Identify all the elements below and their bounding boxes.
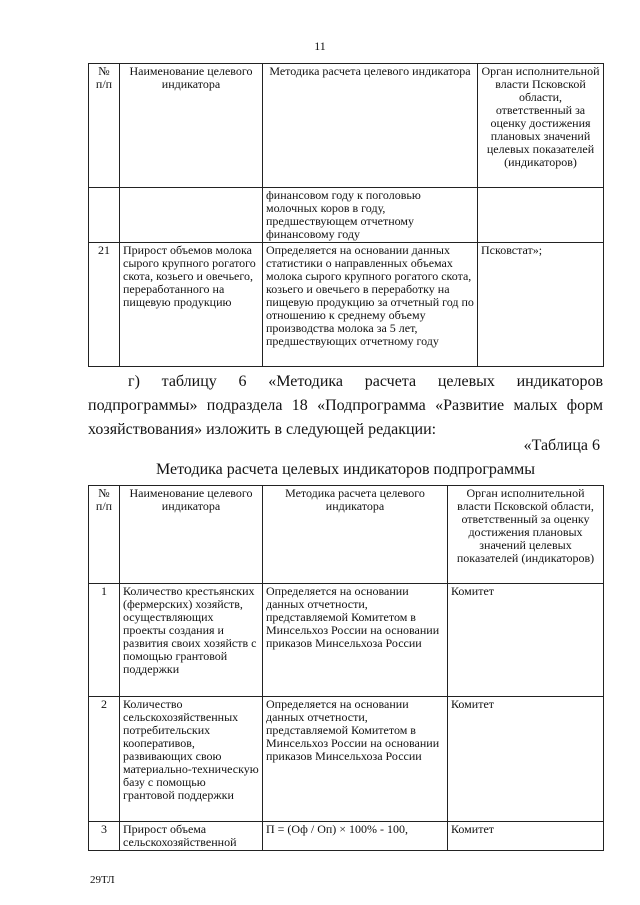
cell-indicator-name: Количество крестьянских (фермерских) хозяйств, осуществляющих проекты создания и развития своих хозяйств с помощью грантовой поддержки xyxy=(120,584,263,697)
cell-method: Определяется на основании данных отчетности, представляемой Комитетом в Минсельхоз России на основании приказов Минсельхоза России xyxy=(263,584,448,697)
cell-method: финансовом году к поголовью молочных коров в году, предшествующем отчетному финансовому году xyxy=(263,188,478,243)
table-row xyxy=(89,188,604,243)
table-label: «Таблица 6 xyxy=(523,437,600,454)
indicator-table-6 xyxy=(88,485,604,851)
table-row xyxy=(89,243,604,367)
page-number: 11 xyxy=(314,39,326,53)
header-indicator-name: Наименование целевого индикатора xyxy=(120,64,263,188)
indicator-table-continued xyxy=(88,63,604,367)
cell-authority xyxy=(478,188,604,243)
cell-indicator-name xyxy=(120,188,263,243)
table-row xyxy=(89,584,604,697)
table-header-row xyxy=(89,64,604,188)
header-number: № п/п xyxy=(89,64,120,188)
cell-number: 1 xyxy=(89,584,120,697)
cell-authority: Псковстат»; xyxy=(478,243,604,367)
cell-authority: Комитет xyxy=(448,697,604,822)
cell-indicator-name: Количество сельскохозяйственных потребительских кооперативов, развивающих свою материально-техническую базу с помощью грантовой поддержки xyxy=(120,697,263,822)
header-method: Методика расчета целевого индикатора xyxy=(263,64,478,188)
cell-indicator-name: Прирост объема сельскохозяйственной xyxy=(120,822,263,851)
header-authority: Орган исполнительной власти Псковской области, ответственный за оценку достижения плановых значений целевых показателей (индикаторов) xyxy=(448,486,604,584)
cell-number: 21 xyxy=(89,243,120,367)
cell-authority: Комитет xyxy=(448,822,604,851)
table-header-row xyxy=(89,486,604,584)
header-method: Методика расчета целевого индикатора xyxy=(263,486,448,584)
footer-code: 29ТЛ xyxy=(90,874,115,886)
header-indicator-name: Наименование целевого индикатора xyxy=(120,486,263,584)
table-row xyxy=(89,822,604,851)
cell-authority: Комитет xyxy=(448,584,604,697)
cell-method: Определяется на основании данных статистики о направленных объемах молока сырого крупного рогатого скота, козьего и овечьего в переработку на пищевую продукцию за отчетный год по отношению к среднему объему производства молока за 5 лет, предшествующих отчетному году xyxy=(263,243,478,367)
cell-number xyxy=(89,188,120,243)
amendment-paragraph: г) таблицу 6 «Методика расчета целевых индикаторов подпрограммы» подраздела 18 «Подпрограмма «Развитие малых форм хозяйствования» изложить в следующей редакции: xyxy=(88,373,603,438)
cell-indicator-name: Прирост объемов молока сырого крупного рогатого скота, козьего и овечьего, переработанного на пищевую продукцию xyxy=(120,243,263,367)
table-row xyxy=(89,697,604,822)
header-number: № п/п xyxy=(89,486,120,584)
cell-method: Определяется на основании данных отчетности, представляемой Комитетом в Минсельхоз России на основании приказов Минсельхоза России xyxy=(263,697,448,822)
table-title: Методика расчета целевых индикаторов подпрограммы xyxy=(156,461,535,478)
cell-number: 2 xyxy=(89,697,120,822)
header-authority: Орган исполнительной власти Псковской области, ответственный за оценку достижения плановых значений целевых показателей (индикаторов) xyxy=(478,64,604,188)
cell-number: 3 xyxy=(89,822,120,851)
cell-method: П = (Оф / Оп) × 100% - 100, xyxy=(263,822,448,851)
